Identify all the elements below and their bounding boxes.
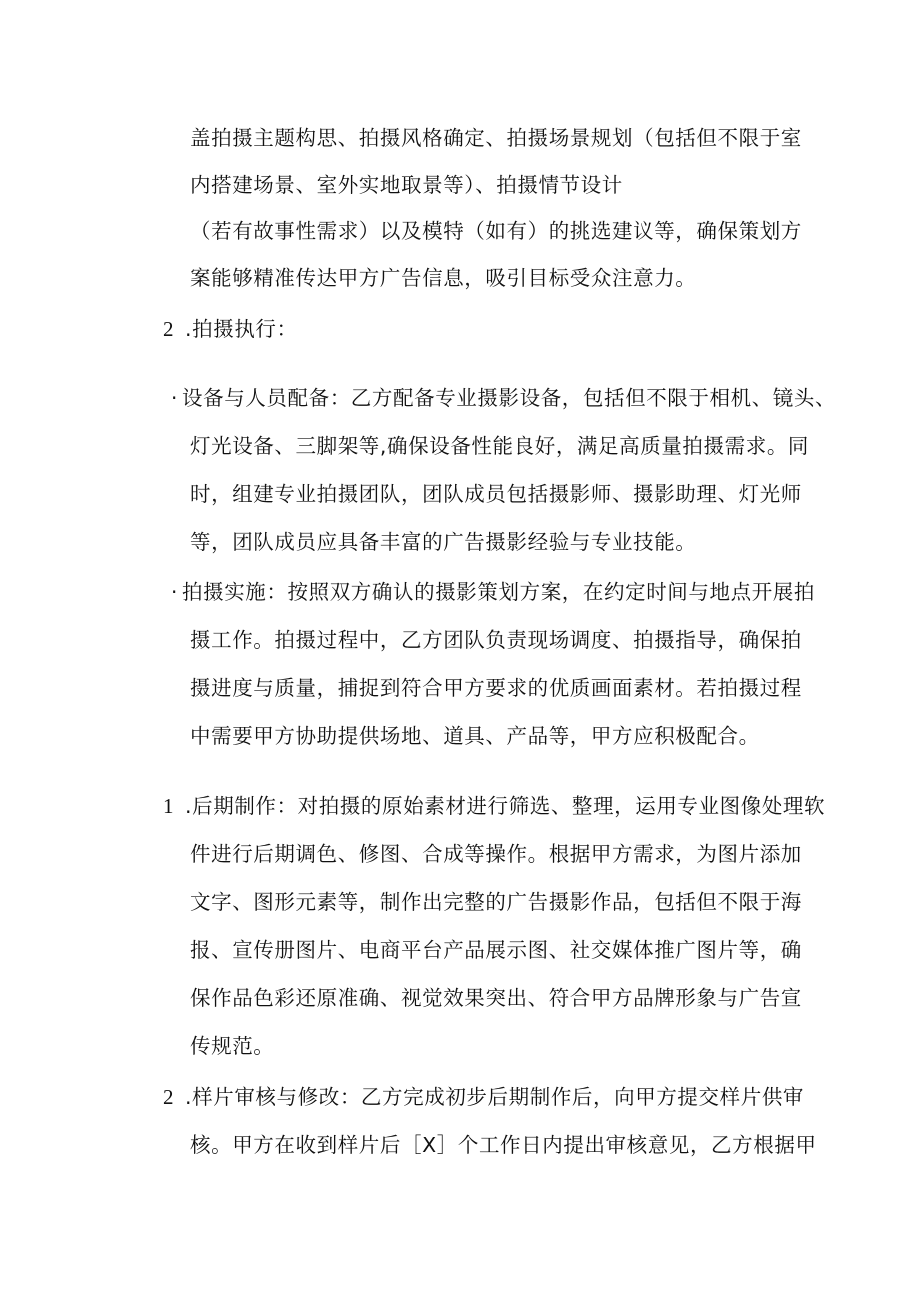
text-line: （若有故事性需求）以及模特（如有）的挑选建议等，确保策划方 [190, 219, 802, 243]
text-line: 报、宣传册图片、电商平台产品展示图、社交媒体推广图片等，确 [190, 938, 802, 962]
text-line: 盖拍摄主题构思、拍摄风格确定、拍摄场景规划（包括但不限于室 [190, 126, 802, 150]
text-line: 传规范。 [190, 1034, 275, 1058]
bullet-marker: · [171, 386, 178, 410]
text-line: .样片审核与修改：乙方完成初步后期制作后，向甲方提交样片供审 [185, 1085, 805, 1109]
text-line: 保作品色彩还原准确、视觉效果突出、符合甲方品牌形象与广告宣 [190, 986, 802, 1010]
text-line: .后期制作：对拍摄的原始素材进行筛选、整理，运用专业图像处理软 [185, 794, 826, 818]
text-line: 文字、图形元素等，制作出完整的广告摄影作品，包括但不限于海 [190, 890, 802, 914]
section-title: .拍摄执行： [185, 317, 298, 341]
text-line: 时，组建专业拍摄团队，团队成员包括摄影师、摄影助理、灯光师 [190, 482, 802, 506]
text-line: 件进行后期调色、修图、合成等操作。根据甲方需求，为图片添加 [190, 842, 802, 866]
text-line: 拍摄实施：按照双方确认的摄影策划方案，在约定时间与地点开展拍 [182, 580, 815, 604]
bullet-marker: · [171, 580, 178, 604]
item-number: 1 [163, 794, 174, 818]
text-line: 摄工作。拍摄过程中，乙方团队负责现场调度、拍摄指导，确保拍 [190, 628, 802, 652]
text-line: 等，团队成员应具备丰富的广告摄影经验与专业技能。 [190, 530, 697, 554]
text-line: 核。甲方在收到样片后［X］个工作日内提出审核意见，乙方根据甲 [190, 1133, 817, 1157]
section-number: 2 [163, 317, 174, 341]
text-line: 中需要甲方协助提供场地、道具、产品等，甲方应积极配合。 [190, 724, 760, 748]
text-line: 案能够精准传达甲方广告信息，吸引目标受众注意力。 [190, 266, 697, 290]
text-line: 设备与人员配备：乙方配备专业摄影设备，包括但不限于相机、镜头、 [182, 386, 837, 410]
text-line: 摄进度与质量，捕捉到符合甲方要求的优质画面素材。若拍摄过程 [190, 676, 802, 700]
item-number: 2 [163, 1085, 174, 1109]
text-line: 灯光设备、三脚架等,确保设备性能良好，满足高质量拍摄需求。同 [190, 434, 810, 458]
text-line: 内搭建场景、室外实地取景等）、拍摄情节设计 [190, 173, 623, 197]
